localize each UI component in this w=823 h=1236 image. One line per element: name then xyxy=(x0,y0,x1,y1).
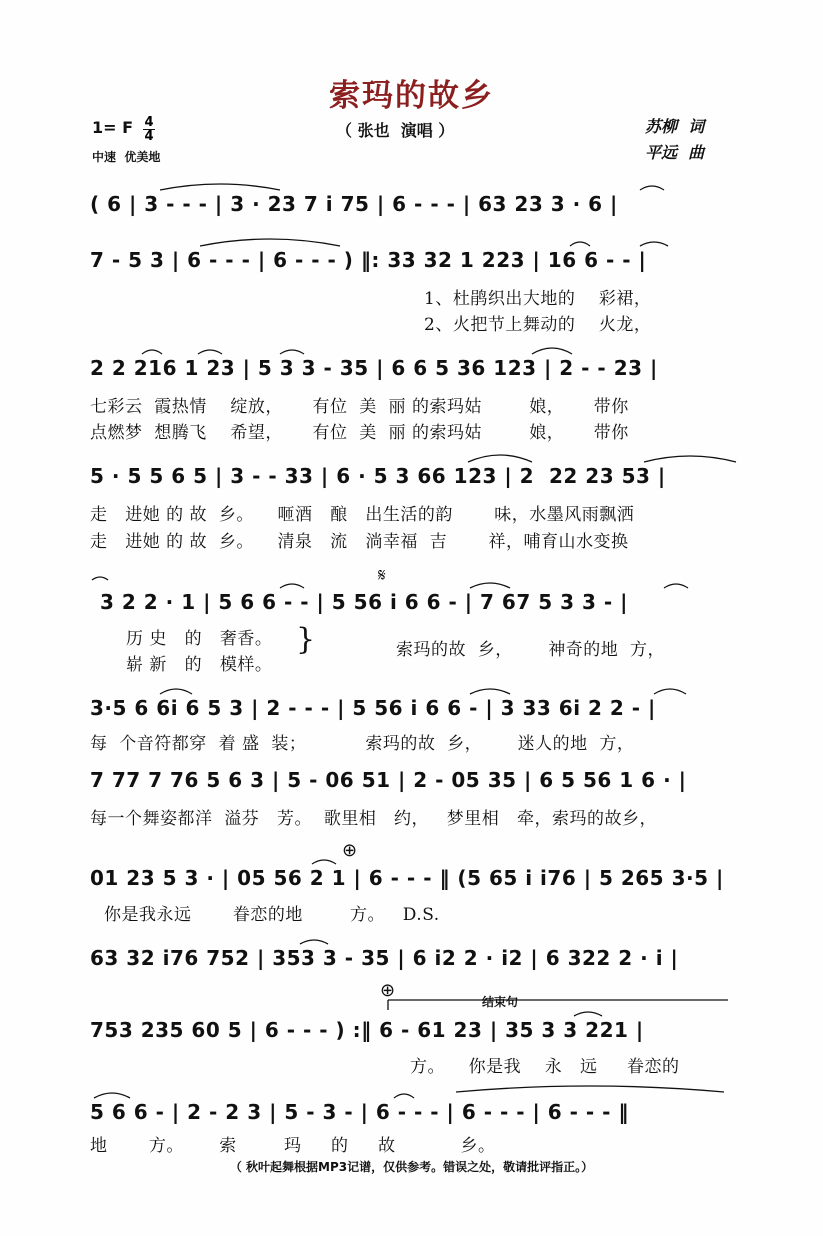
slur-row6-a xyxy=(160,689,192,694)
slur-row8-a xyxy=(312,860,336,864)
slur-row6-c xyxy=(654,689,686,694)
music-line-3: 2 2 216 1 23 | 5 3 3 - 35 | 6 6 5 36 123 | 2 - - 23 | xyxy=(90,356,658,380)
lyric-line-10: 方。 你是我 永 远 眷恋的 xyxy=(410,1057,680,1077)
slur-row1-b xyxy=(640,186,664,190)
composer-credit: 平远 曲 xyxy=(645,143,705,162)
coda-sign-2: ⊕ xyxy=(380,980,396,1001)
music-line-9: 63 32 i76 752 | 353 3 - 35 | 6 i2 2 · i2 | 6 322 2 · i | xyxy=(90,946,679,970)
slur-row3-a xyxy=(142,350,162,354)
lyric-line-2a: 1、杜鹃织出大地的 彩裙， xyxy=(424,289,652,309)
slur-row6-b xyxy=(470,689,510,694)
slur-row3-b xyxy=(198,350,222,354)
slur-row5-c xyxy=(470,583,510,588)
music-line-5: 3 2 2 · 1 | 5 6 6 - - | 5 56 i 6 6 - | 7 67 5 3 3 - | xyxy=(100,590,628,614)
footnote: （ 秋叶起舞根据MP3记谱，仅供参考。错误之处，敬请批评指正。） xyxy=(229,1160,594,1174)
slur-row3-d xyxy=(532,348,572,354)
lyric-line-4a: 走 进她 的 故 乡。 咂酒 酿 出生活的韵 味，水墨风雨飘洒 xyxy=(90,505,635,525)
music-line-10: 753 235 60 5 | 6 - - - ) :‖ 6 - 61 23 | 35 3 3 221 | xyxy=(90,1018,644,1042)
key-signature: 1= F xyxy=(92,118,134,137)
slur-row11-a xyxy=(94,1093,130,1098)
slur-row2-c xyxy=(640,242,668,246)
segno-sign: 𝄋 xyxy=(378,565,386,586)
lyric-line-3b: 点燃梦 想腾飞 希望， 有位 美 丽 的索玛姑 娘， 带你 xyxy=(90,423,629,443)
lyric-line-11: 地 方。 索 玛 的 故 乡。 xyxy=(90,1136,496,1156)
slur-row5-d xyxy=(664,584,688,588)
slur-row4-a xyxy=(468,455,532,462)
time-signature: $\frac{4}{4}$ xyxy=(144,115,154,144)
slur-row10-a xyxy=(574,1012,602,1016)
slur-row1-a xyxy=(160,184,280,190)
slur-row9-a xyxy=(300,940,328,944)
music-line-11: 5 6 6 - | 2 - 2 3 | 5 - 3 - | 6 - - - | 6 - - - | 6 - - - ‖ xyxy=(90,1100,629,1124)
slur-row5-a xyxy=(92,577,108,580)
music-line-6: 3·5 6 6i 6 5 3 | 2 - - - | 5 56 i 6 6 - | 3 33 6i 2 2 - | xyxy=(90,696,656,720)
slur-row3-c xyxy=(280,350,304,354)
lyric-line-3a: 七彩云 霞热情 绽放， 有位 美 丽 的索玛姑 娘， 带你 xyxy=(90,397,629,417)
lyric-line-8: 你是我永远 眷恋的地 方。 D.S. xyxy=(104,905,440,925)
music-line-7: 7 77 7 76 5 6 3 | 5 - 06 51 | 2 - 05 35 | 6 5 56 1 6 · | xyxy=(90,768,687,792)
ending-bracket xyxy=(388,1000,728,1010)
slur-row5-b xyxy=(280,584,304,588)
ending-label: 结束句 xyxy=(478,993,522,1010)
lyric-line-5-chorus: 索玛的故 乡， 神奇的地 方， xyxy=(396,640,666,660)
coda-sign: ⊕ xyxy=(342,840,358,861)
lyric-line-2b: 2、火把节上舞动的 火龙， xyxy=(424,315,652,335)
music-line-8: 01 23 5 3 · | 05 56 2 1 | 6 - - - ‖ (5 65 i i76 | 5 265 3·5 | xyxy=(90,866,724,890)
song-title: 索玛的故乡 xyxy=(329,78,494,114)
lyric-line-6: 每 个音符都穿 着 盛 装； 索玛的故 乡， 迷人的地 方， xyxy=(90,734,635,754)
slur-row11-b xyxy=(394,1094,414,1098)
music-line-1: ( 6 | 3 - - - | 3 · 23 7 i 75 | 6 - - - | 63 23 3 · 6 | xyxy=(90,192,618,216)
music-line-2: 7 - 5 3 | 6 - - - | 6 - - - ) ‖: 33 32 1 223 | 16 6 - - | xyxy=(90,248,647,272)
lyric-line-7: 每一个舞姿都洋 溢芬 芳。 歌里相 约， 梦里相 牵，索玛的故乡， xyxy=(90,809,657,829)
slur-row4-b xyxy=(644,456,736,462)
lyric-line-5a: 历 史 的 奢香。 xyxy=(126,629,273,649)
lyric-line-5b: 崭 新 的 模样。 xyxy=(126,655,273,675)
singer-credit: （ 张也 演唱 ） xyxy=(336,121,455,140)
tempo-marking: 中速 优美地 xyxy=(92,150,161,164)
music-line-4: 5 · 5 5 6 5 | 3 - - 33 | 6 · 5 3 66 123 | 2 22 23 53 | xyxy=(90,464,666,488)
lyric-line-4b: 走 进她 的 故 乡。 清泉 流 淌幸福 吉 祥，哺育山水变换 xyxy=(90,532,629,552)
lyricist-credit: 苏柳 词 xyxy=(645,117,705,136)
slur-row2-b xyxy=(570,242,590,246)
slur-row11-c xyxy=(456,1086,724,1092)
lyric-brace: } xyxy=(296,622,316,657)
slur-row2-a xyxy=(200,239,340,246)
